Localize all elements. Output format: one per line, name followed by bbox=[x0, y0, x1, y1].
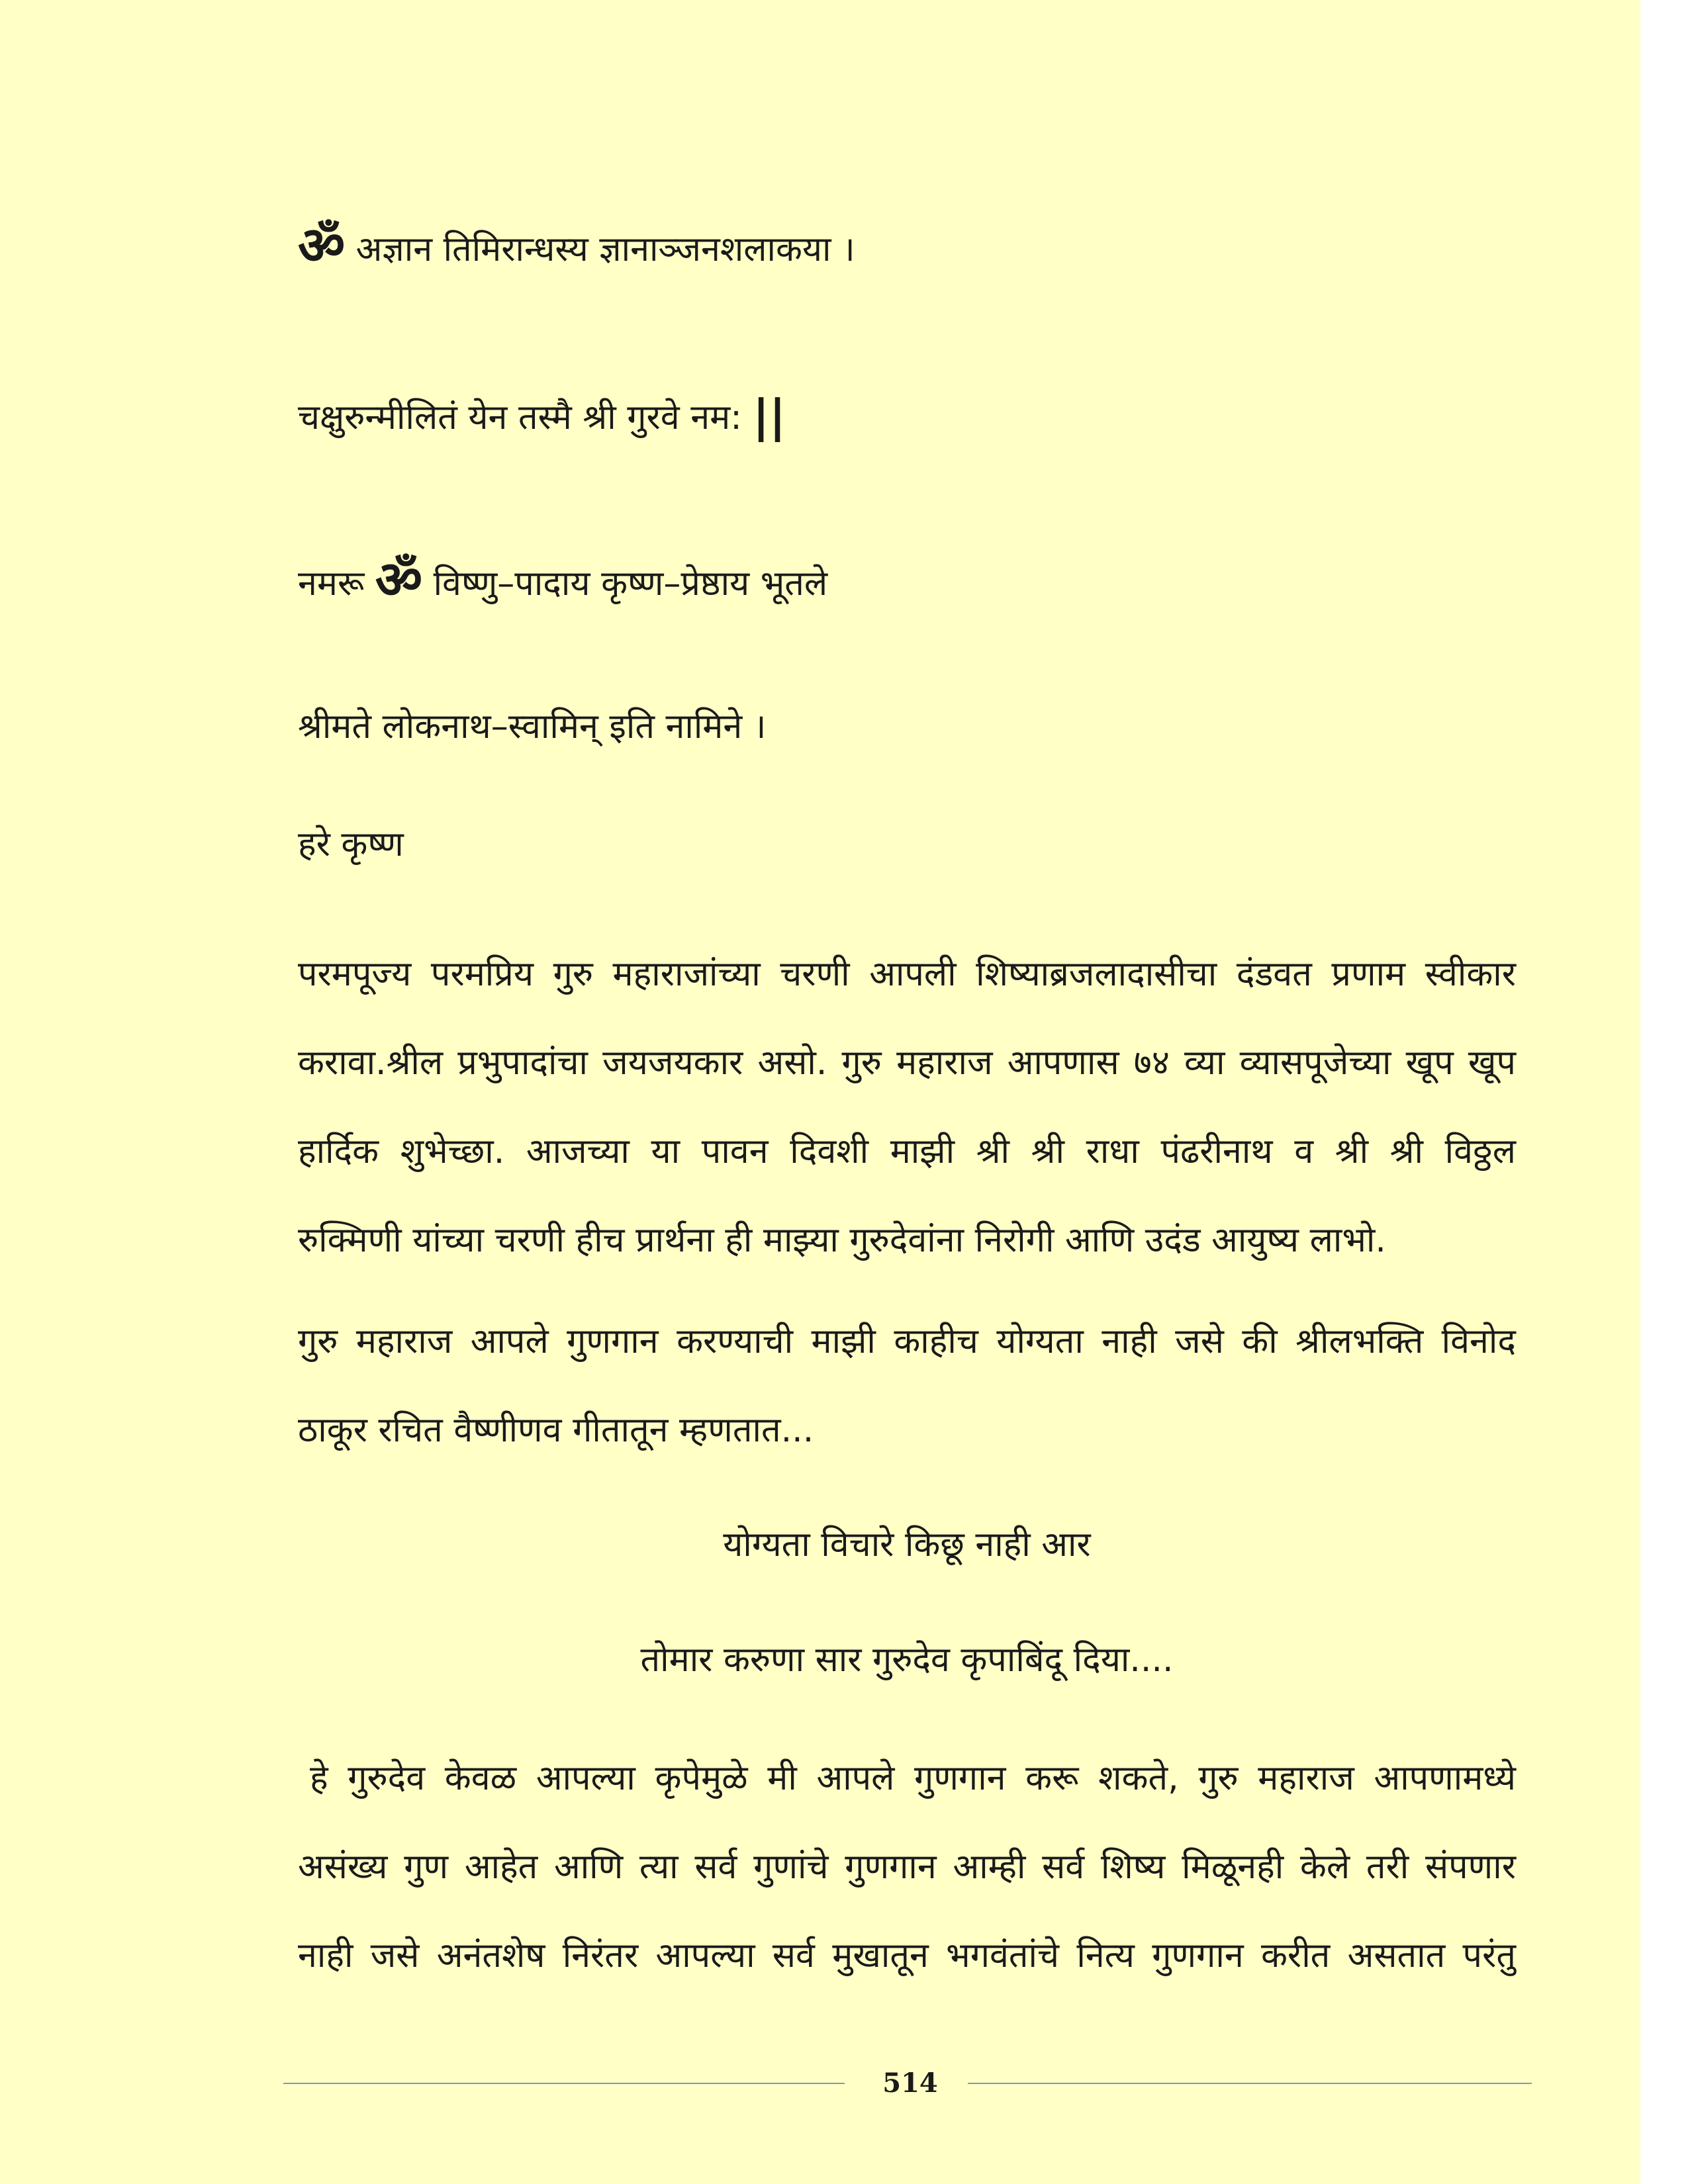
verse-line-4-text: श्रीमते लोकनाथ–स्वामिन् इति नामिने । bbox=[298, 707, 767, 747]
quote-line-2: तोमार करुणा सार गुरुदेव कृपाबिंदू दिया.... bbox=[640, 1640, 1174, 1680]
footer-rule-left bbox=[283, 2083, 845, 2084]
paragraph-2 bbox=[298, 1297, 1516, 1475]
om-symbol: ॐ bbox=[298, 216, 346, 276]
verse-line-1-text: अज्ञान तिमिरान्धस्य ज्ञानाञ्जनशलाकया । bbox=[355, 230, 855, 269]
verse-line-4 bbox=[298, 705, 767, 748]
verse-line-3 bbox=[298, 551, 828, 610]
verse-line-3-prefix: नमरू bbox=[298, 564, 365, 604]
paragraph-line: परमपूज्य परमप्रिय गुरु महाराजांच्या चरणी आपली शिष्याब्रजलादासीचा दंडवत प्रणाम स्वीकार bbox=[298, 954, 1516, 994]
verse-line-2-text: चक्षुरुन्मीलितं येन तस्मै श्री गुरवे नम: bbox=[298, 398, 742, 437]
paragraph-line: असंख्य गुण आहेत आणि त्या सर्व गुणांचे गुणगान आम्ही सर्व शिष्य मिळूनही केले तरी संपणार bbox=[298, 1847, 1516, 1887]
quote-line-1: योग्यता विचारे किछू नाही आर bbox=[723, 1525, 1091, 1565]
paragraph-line: नाही जसे अनंतशेष निरंतर आपल्या सर्व मुखातून भगवंतांचे नित्य गुणगान करीत असतात परंतु bbox=[298, 1936, 1516, 1976]
paragraph-3 bbox=[298, 1734, 1516, 2000]
paragraph-line: करावा.श्रील प्रभुपादांचा जयजयकार असो. गुरु महाराज आपणास ७४ व्या व्यासपूजेच्या खूप खूप bbox=[298, 1043, 1516, 1083]
paragraph-line: रुक्मिणी यांच्या चरणी हीच प्रार्थना ही माझ्या गुरुदेवांना निरोगी आणि उदंड आयुष्य लाभो. bbox=[298, 1220, 1386, 1260]
verse-line-2 bbox=[298, 390, 786, 443]
double-danda: || bbox=[753, 390, 786, 443]
verse-line-1 bbox=[298, 216, 855, 276]
paragraph-line: हे गुरुदेव केवळ आपल्या कृपेमुळे मी आपले गुणगान करू शकते, गुरु महाराज आपणामध्ये bbox=[310, 1758, 1516, 1798]
paragraph-line: ठाकूर रचित वैष्णीणव गीतातून म्हणतात... bbox=[298, 1410, 814, 1450]
paragraph-line: हार्दिक शुभेच्छा. आजच्या या पावन दिवशी माझी श्री श्री राधा पंढरीनाथ व श्री श्री विठ्ठल bbox=[298, 1132, 1516, 1171]
verse-line-3-text: विष्णु–पादाय कृष्ण–प्रेष्ठाय भूतले bbox=[433, 564, 828, 604]
paragraph-line: गुरु महाराज आपले गुणगान करण्याची माझी काहीच योग्यता नाही जसे की श्रीलभक्ति विनोद bbox=[298, 1322, 1516, 1361]
om-symbol: ॐ bbox=[375, 551, 423, 610]
paragraph-1 bbox=[298, 930, 1516, 1285]
page-number: 514 bbox=[882, 2068, 938, 2099]
greeting: हरे कृष्ण bbox=[298, 825, 404, 864]
footer-rule-right bbox=[968, 2083, 1532, 2084]
